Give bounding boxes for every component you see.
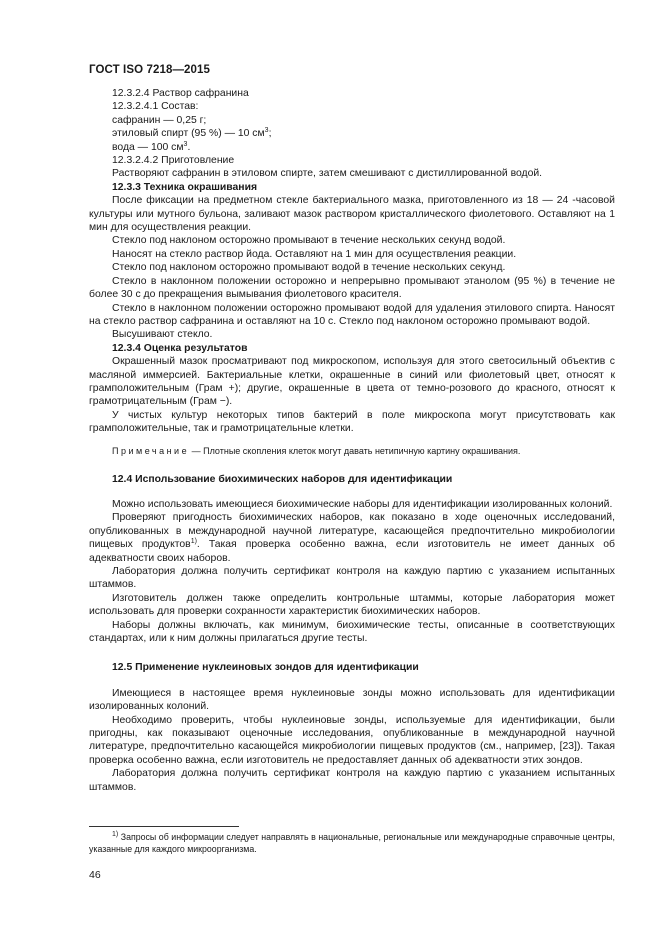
paragraph: У чистых культур некоторых типов бактерий в поле микроскопа могут присутствовать как грамположительные, так и грамотрицательные клетки.	[89, 409, 615, 435]
footnote	[89, 831, 615, 855]
paragraph: Проверяют пригодность биохимических наборов, как показано в ходе оценочных исследований, опубликованных в международной научной литературе, касающейся предпочтительно микробиологии пищевых продуктов$^{1)}$. Такая проверка особенно важна, если изготовитель не имеет данных об адекватности своих наборов.	[89, 512, 615, 564]
composition-item: сафранин — 0,25 г;	[112, 114, 207, 126]
paragraph: Наносят на стекло раствор йода. Оставляют на 1 мин для осуществления реакции.	[112, 248, 517, 260]
subsection-title-12-3-4: 12.3.4 Оценка результатов	[112, 342, 248, 354]
paragraph: Высушивают стекло.	[112, 329, 213, 341]
paragraph: Стекло под наклоном осторожно промывают в течение нескольких секунд водой.	[112, 235, 506, 247]
subsection-title-12-3-2-4: 12.3.2.4 Раствор сафранина	[112, 88, 249, 99]
paragraph: Стекло под наклоном осторожно промывают водой в течение нескольких секунд.	[112, 262, 506, 274]
section-title-12-5: 12.5 Применение нуклеиновых зондов для идентификации	[112, 662, 419, 674]
document-header: ГОСТ ISO 7218—2015	[89, 64, 211, 76]
composition-heading: 12.3.2.4.1 Состав:	[112, 101, 199, 113]
paragraph: Изготовитель должен также определить контрольные штаммы, которые лаборатория может использовать для проверки сохранности характеристик биохимических наборов.	[89, 592, 615, 618]
paragraph: Лаборатория должна получить сертификат контроля на каждую партию с указанием испытанных штаммов.	[89, 566, 615, 591]
footnote-reference: 1)	[190, 538, 197, 546]
paragraph: Можно использовать имеющиеся биохимические наборы для идентификации изолированных колоний.	[112, 498, 613, 510]
paragraph: Необходимо проверить, чтобы нуклеиновые зонды, используемые для идентификации, были пригодны, как показывают оценочные исследования, опубликованные в международной научной литературе, предпочтительно касающейся микробиологии пищевых продуктов (см., например, [23]). Такая проверка особенно важна, если изготовитель не предоставляет данных об адекватности этих зондов.	[89, 714, 615, 766]
paragraph: После фиксации на предметном стекле бактериального мазка, приготовленного из 18 — 24 -часовой культуры или мутного бульона, заливают мазок раствором кристаллического фиолетового. Оставляют на 1 мин для осуществления реакции.	[89, 195, 615, 234]
section-title-12-4: 12.4 Использование биохимических наборов для идентификации	[112, 473, 453, 485]
paragraph: Лаборатория должна получить сертификат контроля на каждую партию с указанием испытанных штаммов.	[89, 768, 615, 793]
page-number: 46	[89, 869, 101, 881]
note-text: — Плотные скопления клеток могут давать нетипичную картину окрашивания.	[189, 445, 521, 456]
preparation-heading: 12.3.2.4.2 Приготовление	[112, 155, 235, 167]
footnote-text: Запросы об информации следует направлять в национальные, региональные или международные справочные центры, указанные для каждого микроорганизма.	[89, 832, 615, 854]
paragraph: Окрашенный мазок просматривают под микроскопом, используя для этого светосильный объектив с масляной иммерсией. Бактериальные клетки, окрашенные в синий или фиолетовый цвет, относят к грамположительным (Грам +); другие, окрашенные в цвета от темно-розового до красного, относят к грамотрицательным (Грам −).	[89, 356, 615, 408]
preparation-text: Растворяют сафранин в этиловом спирте, затем смешивают с дистиллированной водой.	[112, 168, 543, 180]
paragraph: Стекло в наклонном положении осторожно и непрерывно промывают этанолом (95 %) в течение не более 30 с до прекращения вымывания фиолетового красителя.	[89, 275, 615, 301]
paragraph: Наборы должны включать, как минимум, биохимические тесты, описанные в соответствующих стандартах, или к ним должны прилагаться другие тесты.	[89, 619, 615, 645]
composition-item: вода — 100 $см^3$.	[112, 140, 191, 153]
composition-item: этиловый спирт (95 %) — 10 $см^3$;	[112, 127, 272, 140]
note	[89, 445, 615, 457]
page-body	[89, 87, 615, 794]
note-label: Примечание	[112, 445, 190, 456]
subsection-title-12-3-3: 12.3.3 Техника окрашивания	[112, 181, 258, 193]
footnote-mark: 1)	[112, 831, 119, 838]
paragraph: Стекло в наклонном положении осторожно промывают водой для удаления этилового спирта. Наносят на стекло раствор сафранина и оставляют на 10 с. Стекло под наклоном осторожно промывают водой.	[89, 302, 615, 327]
paragraph: Имеющиеся в настоящее время нуклеиновые зонды можно использовать для идентификации изолированных колоний.	[89, 687, 615, 713]
footnote-divider	[89, 826, 239, 827]
